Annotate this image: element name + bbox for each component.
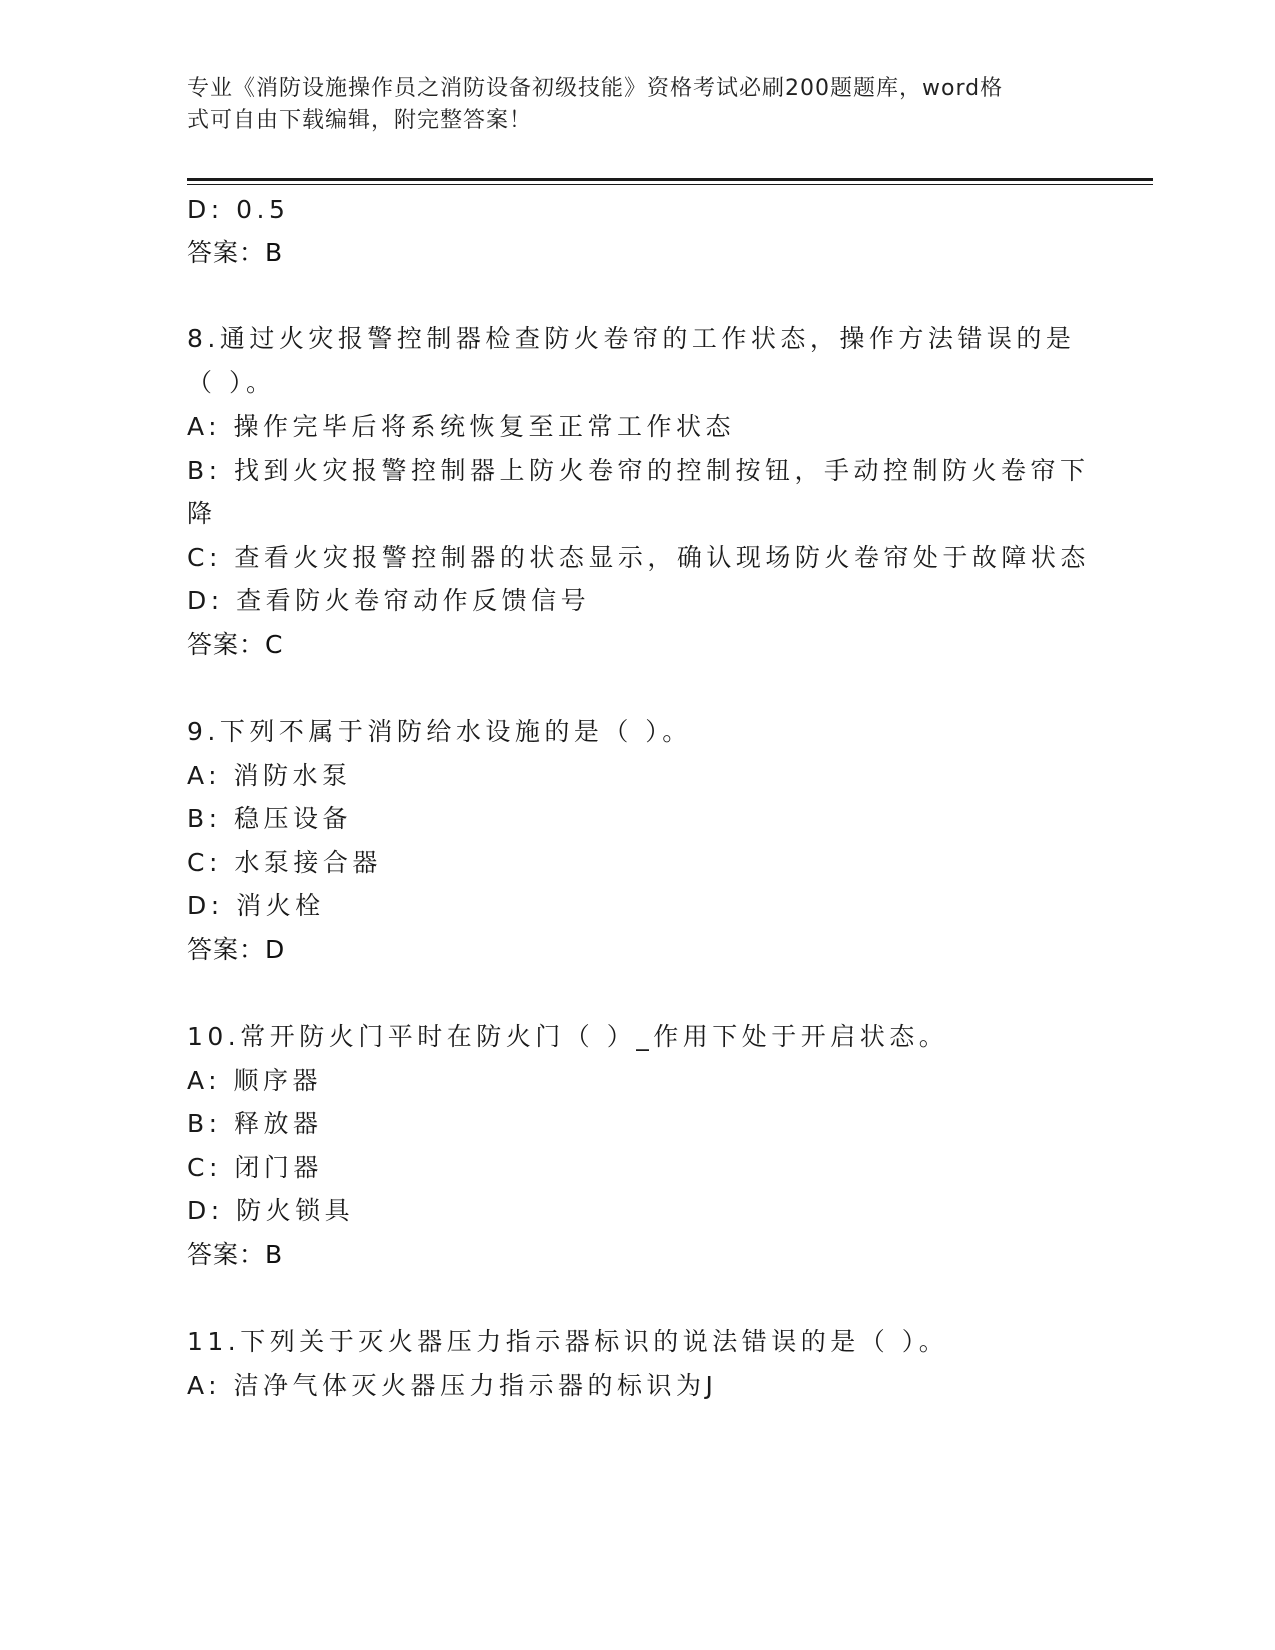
option-a: A: 消防水泵 [187,761,352,790]
question-stem-continued: （ ）。 [187,368,276,397]
answer-value: D [265,935,286,964]
option-a: A: 操作完毕后将系统恢复至正常工作状态 [187,412,736,441]
option-c: C: 查看火灾报警控制器的状态显示，确认现场防火卷帘处于故障状态 [187,543,1090,572]
answer-line [187,933,285,967]
answer-value: B [265,238,284,267]
document-header [187,73,1067,137]
option-d: D: 0.5 [187,195,290,224]
option-b: B: 释放器 [187,1109,323,1138]
option-b: B: 稳压设备 [187,804,353,833]
answer-line [187,628,283,662]
question-stem: 11.下列关于灭火器压力指示器标识的说法错误的是（ ）。 [187,1327,949,1356]
answer-line [187,236,283,270]
header-divider-thin [187,184,1153,185]
answer-label: 答案： [187,238,266,267]
header-line-1: 专业《消防设施操作员之消防设备初级技能》资格考试必刷200题题库，word格 [187,76,1004,101]
option-a: A: 顺序器 [187,1066,323,1095]
option-c: C: 水泵接合器 [187,848,382,877]
question-stem: 9.下列不属于消防给水设施的是（ ）。 [187,717,692,746]
answer-label: 答案： [187,630,266,659]
option-d: D: 消火栓 [187,891,325,920]
answer-label: 答案： [187,1240,266,1269]
question-stem: 8.通过火灾报警控制器检查防火卷帘的工作状态，操作方法错误的是 [187,324,1076,353]
option-b-continued: 降 [187,499,217,528]
option-d: D: 查看防火卷帘动作反馈信号 [187,586,591,615]
header-divider-thick [187,178,1153,181]
answer-value: B [265,1240,284,1269]
option-d: D: 防火锁具 [187,1196,355,1225]
option-b: B: 找到火灾报警控制器上防火卷帘的控制按钮，手动控制防火卷帘下 [187,456,1090,485]
option-a: A: 洁净气体灭火器压力指示器的标识为J [187,1371,718,1400]
answer-line [187,1238,283,1272]
header-line-2: 式可自由下载编辑，附完整答案！ [187,108,533,133]
question-stem: 10.常开防火门平时在防火门（ ）_作用下处于开启状态。 [187,1022,949,1051]
answer-label: 答案： [187,935,266,964]
option-c: C: 闭门器 [187,1153,323,1182]
answer-value: C [265,630,284,659]
